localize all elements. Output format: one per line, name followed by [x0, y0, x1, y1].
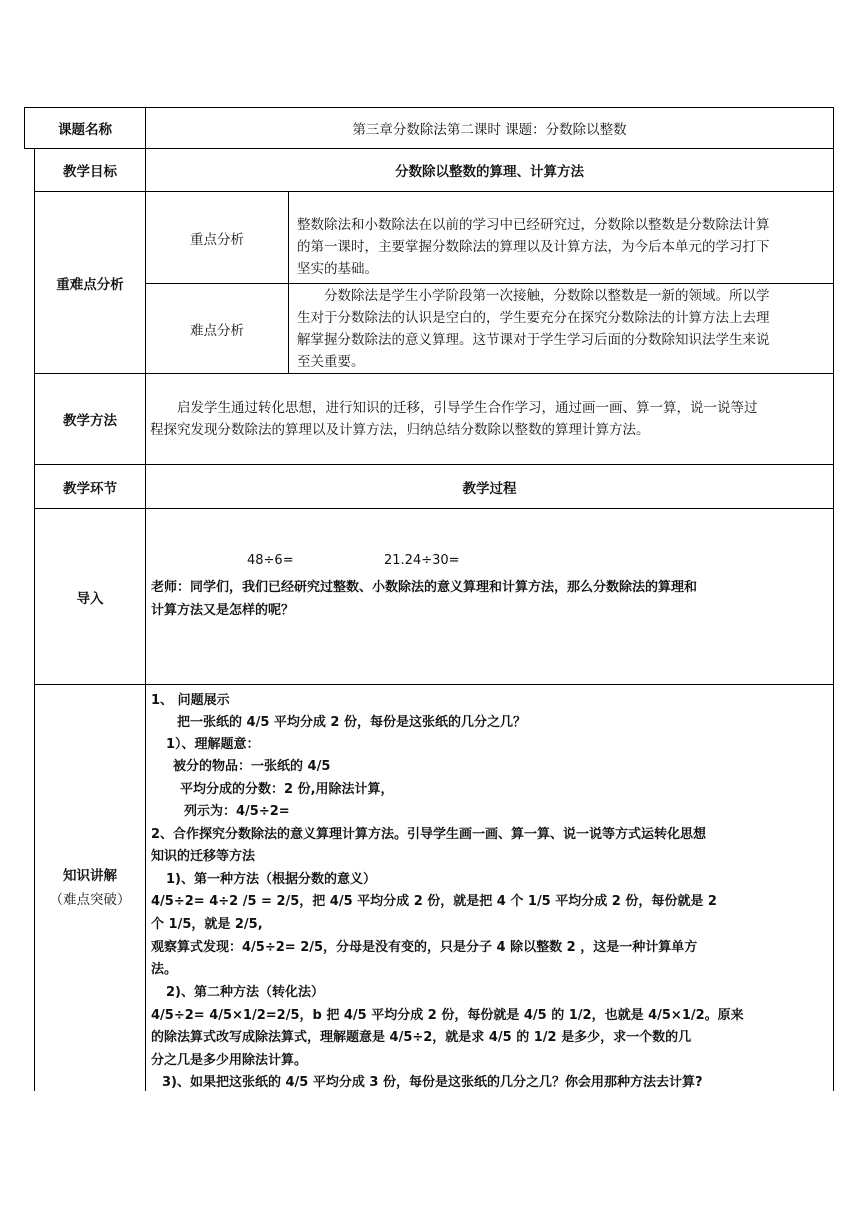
goal-label: 教学目标 [63, 164, 117, 180]
knowledge-line: 被分的物品：一张纸的 4/5 [173, 759, 331, 774]
text-line: 生对于分数除法的认识是空白的，学生要充分在探究分数除法的计算方法上去理 [297, 310, 770, 326]
knowledge-line: 1）、理解题意： [166, 737, 260, 752]
key-analysis-label: 重点分析 [190, 231, 244, 248]
row-divider [34, 373, 833, 374]
topic-label: 课题名称 [58, 122, 112, 138]
knowledge-line: 4/5÷2= 4÷2 /5 = 2/5，把 4/5 平均分成 2 份，就是把 4 个 1/5 平均分成 2 份，每份就是 2 [151, 894, 717, 909]
goal-value: 分数除以整数的算理、计算方法 [395, 164, 584, 180]
knowledge-line: 1、 问题展示 [151, 693, 230, 708]
text-line: 解掌握分数除法的意义算理。这节课对于学生学习后面的分数除知识法学生来说 [297, 332, 770, 348]
text-line: 整数除法和小数除法在以前的学习中已经研究过，分数除以整数是分数除法计算 [297, 217, 770, 233]
intro-line: 老师：同学们，我们已经研究过整数、小数除法的意义算理和计算方法，那么分数除法的算理和 [151, 580, 698, 595]
knowledge-line: 的除法算式改写成除法算式，理解题意是 4/5÷2，就是求 4/5 的 1/2 是多少，求一个数的几 [151, 1030, 692, 1045]
knowledge-label-line: 知识讲解 [63, 868, 117, 884]
knowledge-label-line: （难点突破） [49, 892, 131, 908]
text-line: 分数除法是学生小学阶段第一次接触，分数除以整数是一新的领域。所以学 [324, 288, 770, 304]
knowledge-line: 分之几是多少用除法计算。 [151, 1053, 308, 1068]
key-analysis-text [297, 214, 831, 280]
table-border-right [833, 107, 834, 1091]
method-text [150, 397, 831, 441]
knowledge-line: 把一张纸的 4/5 平均分成 2 份，每份是这张纸的几分之几？ [177, 715, 526, 730]
stage-value: 教学过程 [462, 480, 517, 497]
text-line: 程探究发现分数除法的算理以及计算方法，归纳总结分数除以整数的算理计算方法。 [150, 422, 650, 438]
topic-value: 第三章分数除法第二课时 课题：分数除以整数 [352, 122, 627, 138]
knowledge-line: 法。 [151, 962, 178, 977]
knowledge-line: 1)、第一种方法（根据分数的意义） [166, 872, 376, 887]
knowledge-label [35, 685, 145, 1091]
knowledge-line: 4/5÷2= 4/5×1/2=2/5，b 把 4/5 平均分成 2 份，每份就是 4/5 的 1/2，也就是 4/5×1/2。原来 [151, 1008, 744, 1023]
knowledge-line: 列示为：4/5÷2= [184, 804, 290, 819]
knowledge-line: 2、合作探究分数除法的意义算理计算方法。引导学生画一画、算一算、说一说等方式运转化思想 [151, 827, 707, 842]
text-line: 至关重要。 [297, 354, 365, 370]
knowledge-line: 2)、第二种方法（转化法） [166, 985, 324, 1000]
row-divider [34, 684, 833, 685]
knowledge-line: 观察算式发现：4/5÷2= 2/5，分母是没有变的，只是分子 4 除以整数 2 ，这是一种计算单方 [151, 940, 698, 955]
stage-label: 教学环节 [63, 480, 117, 497]
intro-label: 导入 [76, 590, 104, 607]
hard-analysis-label: 难点分析 [190, 322, 244, 339]
column-divider [288, 191, 289, 373]
intro-line: 计算方法又是怎样的呢？ [151, 603, 295, 618]
analysis-label: 重难点分析 [56, 276, 124, 293]
knowledge-line: 平均分成的分数：2 份,用除法计算， [180, 782, 394, 797]
intro-expression-2: 21.24÷30= [384, 553, 460, 568]
text-line: 启发学生通过转化思想，进行知识的迁移，引导学生合作学习，通过画一画、算一算，说一说等过 [177, 400, 758, 416]
knowledge-line: 知识的迁移等方法 [151, 849, 256, 864]
text-line: 的第一课时，主要掌握分数除法的算理以及计算方法，为今后本单元的学习打下 [297, 239, 770, 255]
knowledge-line: 个 1/5，就是 2/5, [151, 917, 263, 932]
intro-expression-1: 48÷6= [247, 553, 294, 568]
method-label: 教学方法 [63, 413, 117, 429]
row-divider [34, 508, 833, 509]
knowledge-line: 3)、如果把这张纸的 4/5 平均分成 3 份，每份是这张纸的几分之几？你会用那种方法去计算? [162, 1075, 703, 1090]
hard-analysis-text [297, 285, 831, 373]
text-line: 坚实的基础。 [297, 261, 378, 277]
